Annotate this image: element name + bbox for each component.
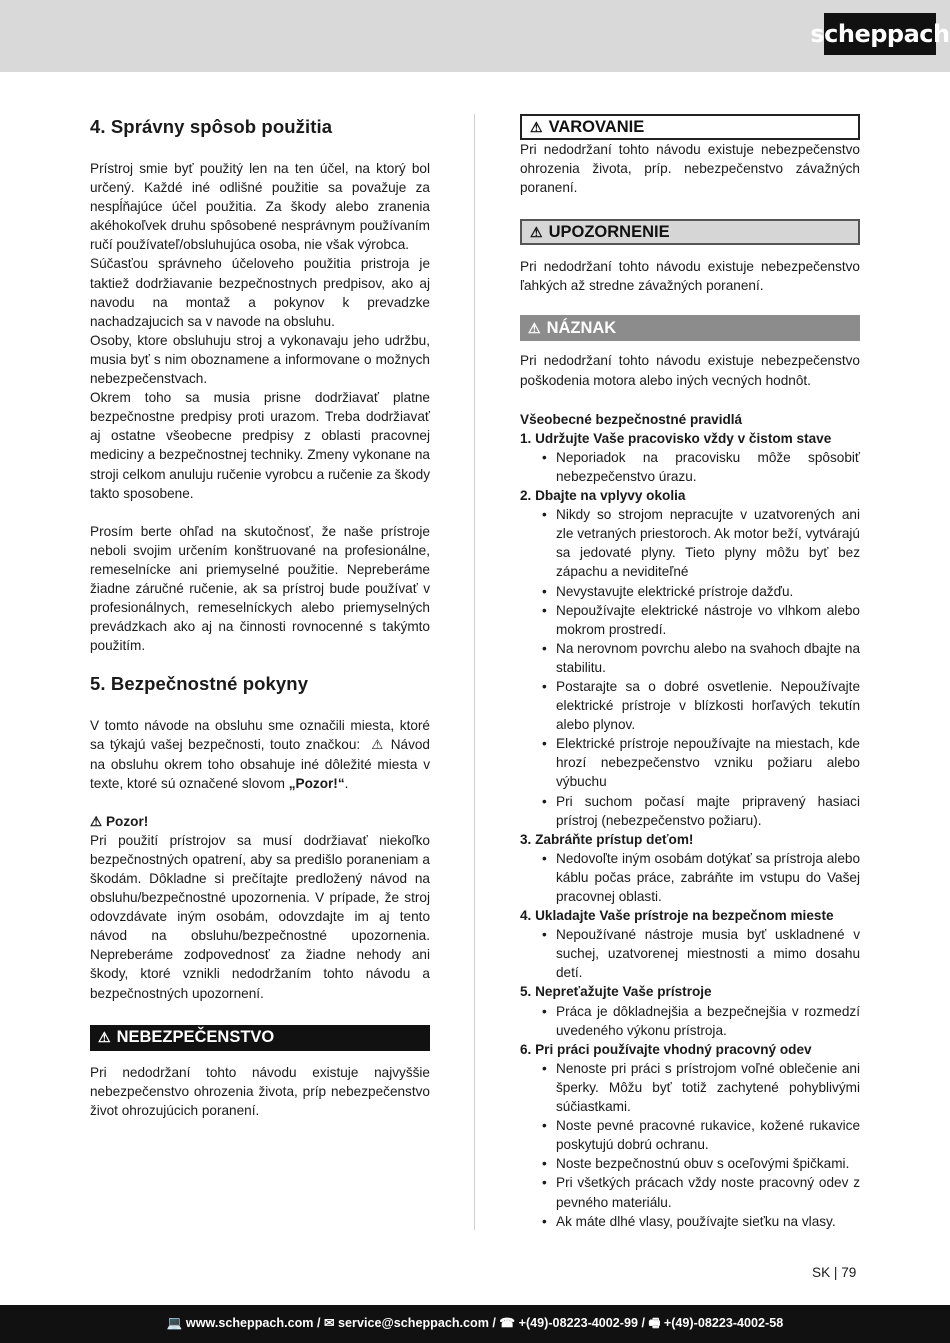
rule-bullet: • Nedovoľte iným osobám dotýkať sa prístroja alebo káblu počas práce, zabráňte im vstupu do Vašej pracovnej oblasti. bbox=[520, 849, 860, 906]
paragraph: V tomto návode na obsluhu sme označili miesta, ktoré sa týkajú vašej bezpečnosti, touto značkou: ⚠ Návod na obsluhu okrem toho obsahuje iné dôležité miesta v texte, ktoré sú označené slovom „Pozor!“. bbox=[90, 718, 430, 791]
rule-bullet: • Nevystavujte elektrické prístroje dažďu. bbox=[520, 582, 860, 601]
rule-bullet: • Postarajte sa o dobré osvetlenie. Nepoužívajte elektrické prístroje v blízkosti horľavých tekutín alebo plynov. bbox=[520, 677, 860, 734]
paragraph: Pri použití prístrojov sa musí dodržiavať niekoľko bezpečnostných opatrení, aby sa predišlo poraneniam a škodám. Dôkladne si prečítajte predložený návod na obsluhu/bezpečnostné upozornenia. V prípade, že stroj odovzdávate iným osobám, odovzdajte im aj tento návod na obsluhu/bezpečnostné upozornenia. Nepreberáme zodpovednosť za žiadne nehody ani škody, ktoré vznikli nedodržaním tohto návodu a bezpečnostných upozornení. bbox=[90, 832, 430, 1001]
danger-text: Pri nedodržaní tohto návodu existuje najvyššie nebezpečenstvo ohrozenia života, príp nebezpečenstvo život ohrozujúcich poranení. bbox=[90, 1064, 430, 1118]
warning-text: Pri nedodržaní tohto návodu existuje nebezpečenstvo ohrozenia života, príp. nebezpečenstvo závažných poranení. bbox=[520, 142, 860, 196]
rule-heading: 3. Zabráňte prístup deťom! bbox=[520, 831, 694, 847]
rule-bullet: • Práca je dôkladnejšia a bezpečnejšia v rozmedzí uvedeného výkonu prístroja. bbox=[520, 1002, 860, 1040]
right-column bbox=[520, 114, 860, 1231]
page-header bbox=[0, 0, 950, 72]
rule-bullet: • Nepoužívané nástroje musia byť uskladnené v suchej, uzatvorenej miestnosti a mimo dosahu detí. bbox=[520, 925, 860, 982]
warning-triangle-icon: ⚠ bbox=[365, 737, 386, 753]
paragraph: Prístroj smie byť použitý len na ten účel, na ktorý bol určený. Každé iné odlišné použitie sa považuje za nespĺňajúce účel použitia. Za škody alebo zranenia akéhokoľvek druhu spôsobené nesprávnym používaním ručí používateľ/obsluhujúca osoba, nie však výrobca. bbox=[90, 161, 430, 253]
rule-bullets bbox=[520, 1059, 860, 1231]
warning-triangle-icon: ⚠ bbox=[530, 223, 543, 240]
paragraph: Osoby, ktore obsluhuju stroj a vykonavaju jeho udržbu, musia byť s nim oboznamene a informovane o možnych nebezpečenstvach. bbox=[90, 332, 430, 387]
rule-bullet: • Neporiadok na pracovisku môže spôsobiť nebezpečenstvo úrazu. bbox=[520, 448, 860, 486]
paragraph: Prosím berte ohľad na skutočnosť, že naše prístroje neboli svojim určením konštruované na profesionálne, remeselnícke ani priemyselné použitie. Nepreberáme žiadne záručné ručenie, ak sa prístroj bude používať v profesionálnych, remeselníckych alebo priemyselných prevádzkach ako aj na činnosti rovnocenné s takýmto použitím. bbox=[90, 523, 430, 654]
warning-triangle-icon: ⚠ bbox=[98, 1029, 111, 1046]
pozor-heading: ⚠ Pozor! bbox=[90, 813, 149, 829]
left-column bbox=[90, 116, 430, 1120]
warning-triangle-icon: ⚠ bbox=[528, 319, 541, 336]
rule-bullets bbox=[520, 505, 860, 830]
footer-contact: 💻 www.scheppach.com / ✉ service@scheppach.com / ☎ +(49)-08223-4002-99 / 🖷 +(49)-08223-4002-58 bbox=[0, 1305, 950, 1343]
rule-heading: 6. Pri práci používajte vhodný pracovný odev bbox=[520, 1041, 812, 1057]
rule-heading: 5. Nepreťažujte Vaše prístroje bbox=[520, 984, 712, 1000]
paragraph: Súčasťou správneho účeloveho použitia pristroja je taktiež dodržiavanie bezpečnostnych predpisov, ako aj navodu na montaž a pokynov k prevadzke nachadzajucich sa v navode na obsluhu. bbox=[90, 256, 430, 329]
rule-bullet: • Na nerovnom povrchu alebo na svahoch dbajte na stabilitu. bbox=[520, 639, 860, 677]
paragraph: Okrem toho sa musia prisne dodržiavať platne bezpečnostne predpisy proti urazom. Treba dodržiavať aj ostatne všeobecne predpisy z oblasti pracovnej mediciny a bezpečnostnej techniky. Zmeny vykonane na stroji celkom anuluju ručenie vyrobcu a ručenie za škody takto sposobene. bbox=[90, 390, 431, 501]
section-5-title: 5. Bezpečnostné pokyny bbox=[90, 673, 309, 695]
rule-heading: 1. Udržujte Vaše pracovisko vždy v čistom stave bbox=[520, 430, 832, 446]
danger-box-title: ⚠ NEBEZPEČENSTVO bbox=[90, 1025, 430, 1051]
rule-bullet: • Pri suchom počasí majte pripravený hasiaci prístroj (nebezpečenstvo požiaru). bbox=[520, 792, 860, 830]
page-number: SK | 79 bbox=[812, 1265, 857, 1280]
warning-triangle-icon: ⚠ bbox=[90, 813, 106, 829]
rule-bullets bbox=[520, 849, 860, 906]
notice-text: Pri nedodržaní tohto návodu existuje nebezpečenstvo poškodenia motora alebo iných vecných hodnôt. bbox=[520, 353, 860, 388]
rule-bullet: • Nenoste pri práci s prístrojom voľné oblečenie ani šperky. Môžu byť totiž zachytené pohyblivými súčiastkami. bbox=[520, 1059, 860, 1116]
warning-triangle-icon: ⚠ bbox=[530, 118, 543, 135]
caution-box-title: ⚠ UPOZORNENIE bbox=[520, 219, 860, 245]
rule-bullet: • Elektrické prístroje nepoužívajte na miestach, kde hrozí nebezpečenstvo vzniku požiaru alebo výbuchu bbox=[520, 734, 860, 791]
rule-bullet: • Noste bezpečnostnú obuv s oceľovými špičkami. bbox=[520, 1154, 860, 1173]
rule-bullets bbox=[520, 925, 860, 982]
rule-bullet: • Nepoužívajte elektrické nástroje vo vlhkom alebo mokrom prostredí. bbox=[520, 601, 860, 639]
rule-bullets bbox=[520, 448, 860, 486]
rule-bullet: • Nikdy so strojom nepracujte v uzatvorených ani zle vetraných priestoroch. Ak motor beží, vytvárajú sa jedovaté plyny. Tieto plyny môžu byť bez zápachu a neviditeľné bbox=[520, 505, 860, 581]
rule-bullet: • Pri všetkých prácach vždy noste pracovný odev z pevného materiálu. bbox=[520, 1173, 860, 1211]
notice-box-title: ⚠ NÁZNAK bbox=[520, 315, 860, 341]
rules-list bbox=[520, 429, 860, 1231]
rule-heading: 2. Dbajte na vplyvy okolia bbox=[520, 488, 686, 504]
rule-bullet: • Noste pevné pracovné rukavice, kožené rukavice poskytujú dobrú ochranu. bbox=[520, 1116, 860, 1154]
section-4-title: 4. Správny spôsob použitia bbox=[90, 116, 333, 137]
caution-text: Pri nedodržaní tohto návodu existuje nebezpečenstvo ľahkých až stredne závažných poranení. bbox=[520, 259, 860, 294]
scheppach-logo: scheppach bbox=[824, 13, 936, 55]
column-divider bbox=[474, 114, 475, 1230]
rule-bullet: • Ak máte dlhé vlasy, používajte sieťku na vlasy. bbox=[520, 1212, 860, 1231]
rules-title: Všeobecné bezpečnostné pravidlá bbox=[520, 411, 743, 427]
rule-bullets bbox=[520, 1002, 860, 1040]
warning-box-title: ⚠ VAROVANIE bbox=[520, 114, 860, 140]
rule-heading: 4. Ukladajte Vaše prístroje na bezpečnom mieste bbox=[520, 908, 834, 924]
